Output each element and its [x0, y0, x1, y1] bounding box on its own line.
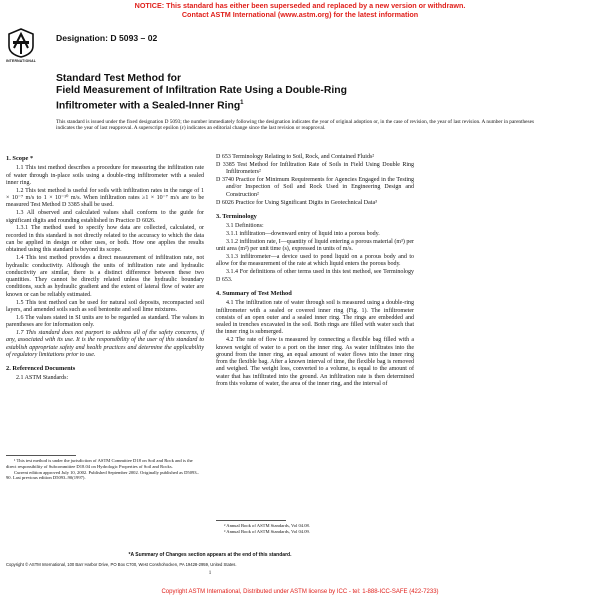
para-4-1: 4.1 The infiltration rate of water through soil is measured using a double-ring infiltrometer with a sealed or covered inner ring (Fig. 1). The infiltrometer consists of an open outer and a sealed inner ring. The rings are embedded and sealed in trenches excavated in the soil. Both rings are filled with water such that the inner ring is submerged.: [216, 300, 414, 336]
footnote-1-edition: Current edition approved July 10, 2002. Published September 2002. Originally published as D5093–90. Last previous edition D5093–90(1997).: [6, 469, 199, 481]
ref-d3740: D 3740 Practice for Minimum Requirements for Agencies Engaged in the Testing and/or Inspection of Soil and Rock Used in Engineering Design and Construction²: [216, 177, 414, 198]
para-1-2: 1.2 This test method is useful for soils with infiltration rates in the range of 1 × 10⁻⁷ m/s to 1 × 10⁻¹⁰ m/s. When infiltration rates ≥1 × 10⁻⁷ m/s are to be measured Test Method D 3385 shall be used.: [6, 187, 204, 209]
ref-d6026: D 6026 Practice for Using Significant Digits in Geotechnical Data³: [216, 199, 377, 206]
footnotes-left: [6, 458, 204, 481]
document-title: [56, 73, 536, 113]
footnote-rule-left: [6, 455, 76, 456]
intro-paragraph: This standard is issued under the fixed designation D 5093; the number immediately following the designation indicates the year of original adoption or, in the case of revision, the year of last revision. A number in parentheses indicates the year of last reapproval. A superscript epsilon (ε) indicates an editorial change since the last revision or reapproval.: [56, 119, 535, 132]
footnotes-right: [216, 523, 414, 535]
logo-text: INTERNATIONAL: [5, 59, 37, 63]
title-line-1: Standard Test Method for: [56, 73, 182, 84]
para-3-1-2: 3.1.2 infiltration rate, I—quantity of liquid entering a porous material (m³) per unit area (m²) per unit time (s), expressed in units of m/s.: [216, 238, 414, 253]
para-1-3-1: 1.3.1 The method used to specify how data are collected, calculated, or recorded in this standard is not directly related to the accuracy to which the data can be applied in design or other uses, or both. How one applies the results obtained using this standard is beyond its scope.: [6, 225, 204, 254]
title-line-3: Infiltrometer with a Sealed-Inner Ring: [56, 100, 241, 112]
summary-heading: 4. Summary of Test Method: [216, 289, 292, 297]
footnote-3: ³ Annual Book of ASTM Standards, Vol 04.09.: [224, 528, 310, 534]
copyright-line: Copyright © ASTM International, 100 Barr Harbor Drive, PO Box C700, West Conshohocken, PA 19428-2959, United States.: [6, 562, 237, 567]
licence-line: Copyright ASTM International, Distributed under ASTM license by ICC - tel: 1-888-ICC-SAFE (422-7233): [161, 589, 439, 595]
page-number: 1: [208, 571, 212, 576]
para-1-4: 1.4 This test method provides a direct measurement of infiltration rate, not hydraulic conductivity. Although the units of infiltration rate and hydraulic conductivity are similar, there is a distinct difference between these two quantities. They cannot be directly related unless the hydraulic boundary conditions, such as hydraulic gradient and the extent of lateral flow of water are known or can be reliably estimated.: [6, 255, 204, 298]
para-3-1-4: 3.1.4 For definitions of other terms used in this test method, see Terminology D 653.: [216, 269, 414, 283]
astm-logo-icon: [8, 28, 34, 58]
scope-heading: 1. Scope *: [6, 155, 34, 162]
para-1-6: 1.6 The values stated in SI units are to be regarded as standard. The values in parentheses are for information only.: [6, 314, 204, 329]
para-1-5: 1.5 This test method can be used for natural soil deposits, recompacted soil layers, and amended soils such as soil bentonite and soil lime mixtures.: [6, 299, 204, 313]
ref-d653: D 653 Terminology Relating to Soil, Rock, and Contained Fluids²: [216, 154, 375, 160]
para-3-1-3: 3.1.3 infiltrometer—a device used to pond liquid on a porous body and to allow for the measurement of the rate at which liquid enters the porous body.: [216, 254, 414, 268]
title-line-2: Field Measurement of Infiltration Rate Using a Double-Ring: [56, 85, 347, 97]
title-footnote-mark: 1: [240, 100, 244, 107]
summary-of-changes-note: *A Summary of Changes section appears at the end of this standard.: [128, 552, 292, 558]
para-1-7: 1.7 This standard does not purport to address all of the safety concerns, if any, associated with its use. It is the responsibility of the user of this standard to establish appropriate safety and health practices and determine the applicability of regulatory limitations prior to use.: [6, 329, 204, 358]
terminology-heading: 3. Terminology: [216, 212, 257, 220]
para-2-1: 2.1 ASTM Standards:: [16, 375, 69, 382]
footnote-rule-right: [216, 520, 286, 521]
supersede-notice: [0, 2, 600, 19]
para-1-1: 1.1 This test method describes a procedure for measuring the infiltration rate of water through in-place soils using a double-ring infiltrometer with a sealed inner ring.: [6, 165, 204, 186]
right-column: [216, 154, 414, 389]
notice-line-2: Contact ASTM International (www.astm.org) for the latest information: [181, 9, 419, 19]
footnote-2: ² Annual Book of ASTM Standards, Vol 04.08.: [224, 523, 310, 528]
designation: Designation: D 5093 – 02: [56, 33, 158, 43]
para-4-2: 4.2 The rate of flow is measured by connecting a flexible bag filled with a known weight of water to a port on the inner ring. As water infiltrates into the ground from the inner ring, an equal amount of water flows into the inner ring from the flexible bag. After a known interval of time, the flexible bag is removed and weighed. The weight loss, converted to a volume, is equal to the amount of water that has infiltrated into the ground. An infiltration rate is then determined from this volume of water, the area of the inner ring, and the interval of: [216, 337, 414, 388]
notice-line-1: NOTICE: This standard has either been superseded and replaced by a new version or withdrawn.: [134, 1, 466, 10]
left-column: [6, 152, 204, 383]
referenced-documents-heading: 2. Referenced Documents: [6, 365, 76, 373]
para-3-1-1: 3.1.1 infiltration—downward entry of liquid into a porous body.: [226, 231, 380, 238]
footnote-1: ¹ This test method is under the jurisdiction of ASTM Committee D18 on Soil and Rock and is the direct responsibility of Subcommittee D18.04 on Hydrologic Properties of Soil and Rocks.: [6, 458, 193, 469]
para-3-1: 3.1 Definitions:: [226, 223, 264, 230]
ref-d3385: D 3385 Test Method for Infiltration Rate of Soils in Field Using Double Ring Infiltrometers²: [216, 161, 414, 176]
para-1-3: 1.3 All observed and calculated values shall conform to the guide for significant digits and rounding established in Practice D 6026.: [6, 210, 204, 224]
